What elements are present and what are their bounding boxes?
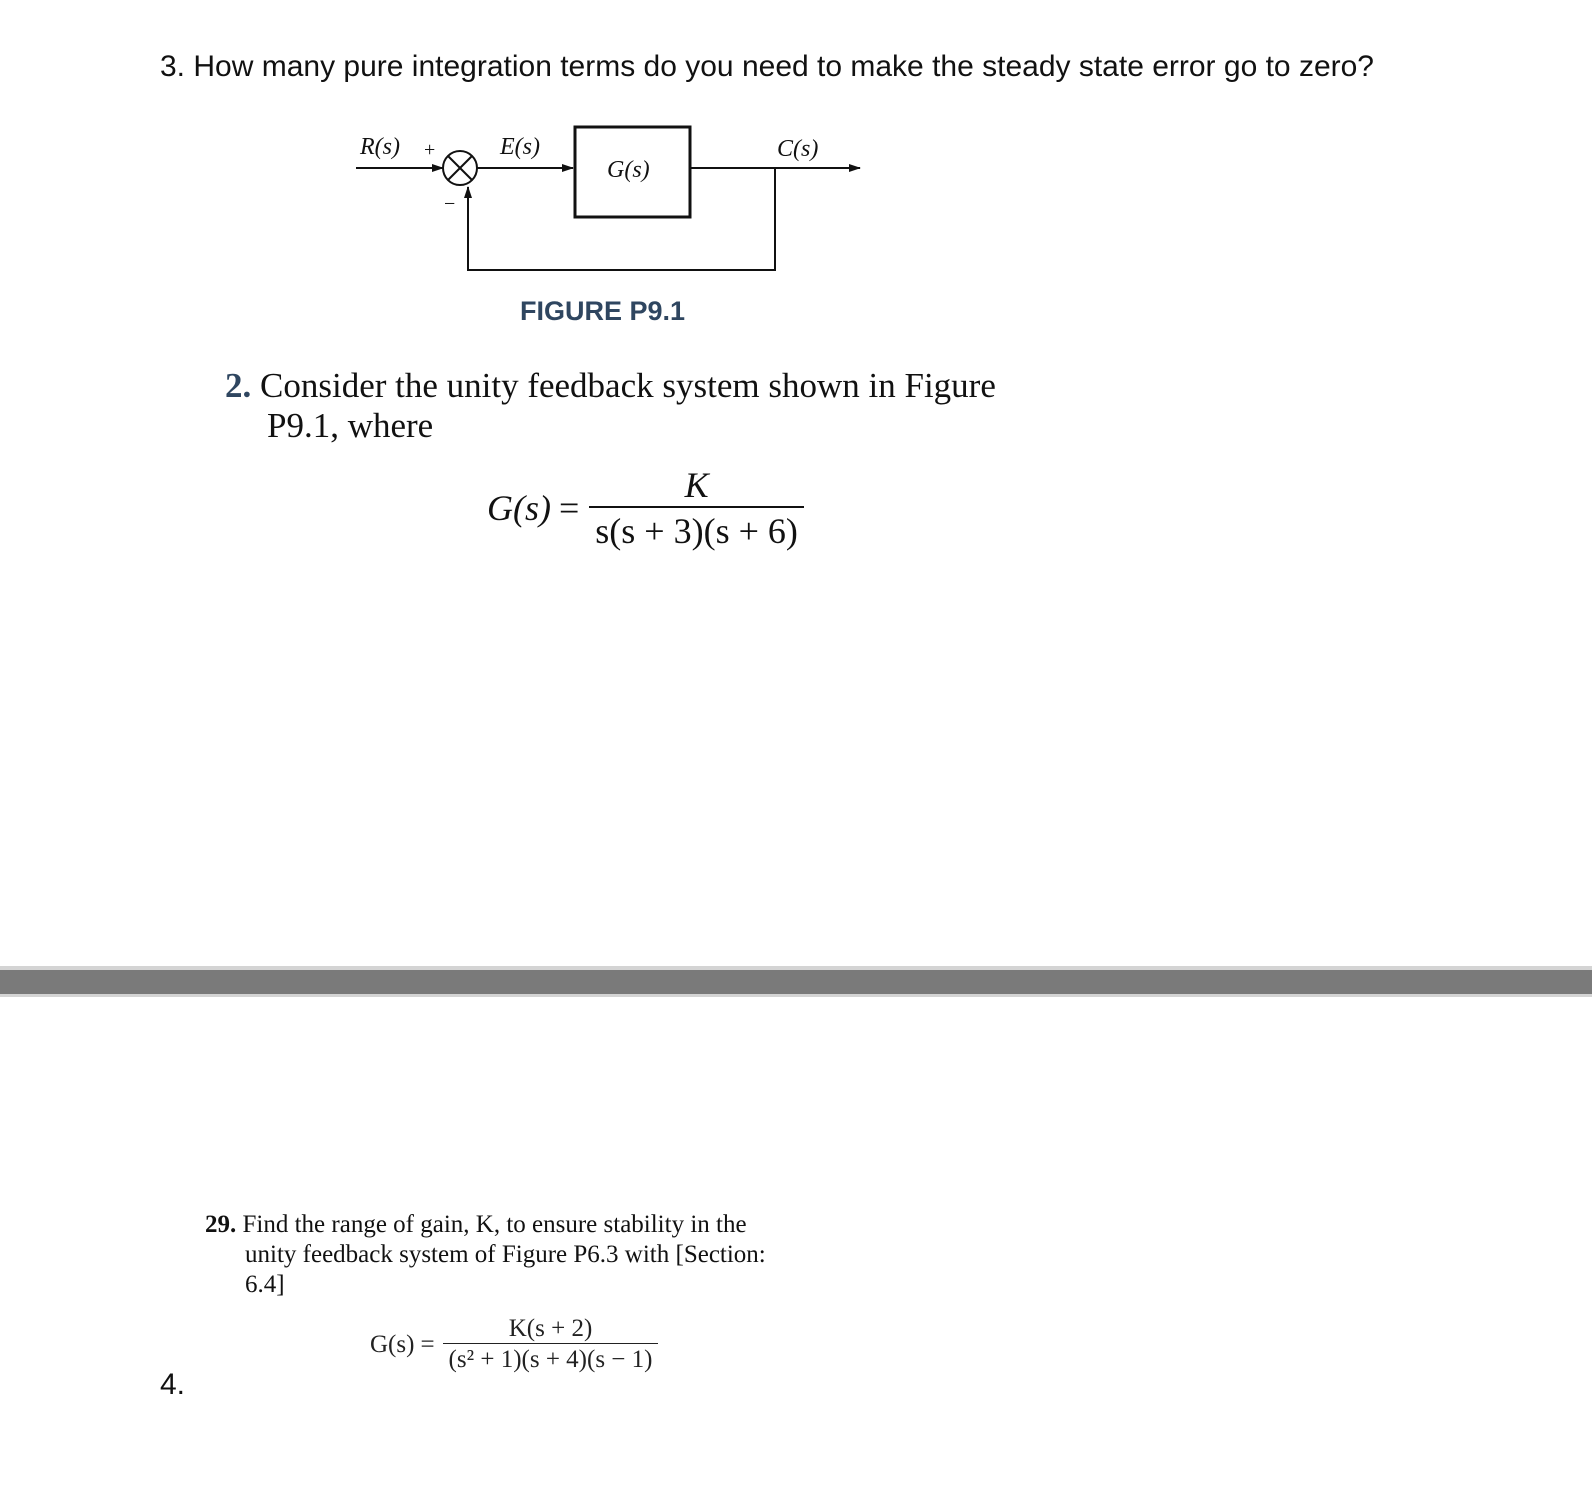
equation-2-equals: =	[420, 1330, 435, 1358]
problem-29-number: 29.	[205, 1211, 237, 1238]
problem-2-text	[225, 366, 996, 446]
problem-29-text	[205, 1210, 845, 1300]
equation-2	[370, 1315, 658, 1374]
divider-edge-bottom	[0, 994, 1592, 997]
equation-1-lhs: G(s)	[487, 488, 551, 528]
equation-2-numerator: K(s + 2)	[508, 1315, 593, 1342]
problem-2-line1	[225, 366, 996, 406]
summing-junction-icon	[443, 151, 477, 185]
minus-sign: −	[444, 193, 456, 215]
problem-29-line3: 6.4]	[245, 1271, 285, 1298]
output-label: C(s)	[777, 136, 819, 162]
equation-2-denominator: (s² + 1)(s + 4)(s − 1)	[443, 1343, 659, 1374]
problem-29-line1	[205, 1210, 845, 1240]
section-divider	[0, 970, 1592, 994]
equation-2-fraction	[443, 1315, 659, 1374]
problem-29-line2: unity feedback system of Figure P6.3 with [Section:	[245, 1241, 766, 1268]
equation-1-numerator: K	[684, 465, 709, 505]
equation-1-denominator: s(s + 3)(s + 6)	[589, 506, 804, 552]
question-3-text: 3. How many pure integration terms do you need to make the steady state error go to zero?	[160, 50, 1374, 83]
problem-2-line1-text: Consider the unity feedback system shown in Figure	[260, 366, 996, 405]
equation-1	[487, 464, 804, 552]
problem-29-line1-text: Find the range of gain, K, to ensure stability in the	[242, 1211, 747, 1238]
plus-sign: +	[424, 139, 436, 161]
equation-2-lhs: G(s)	[370, 1330, 415, 1358]
equation-1-equals: =	[558, 488, 580, 528]
error-label: E(s)	[500, 134, 540, 160]
input-label: R(s)	[360, 134, 400, 160]
problem-2-number: 2.	[225, 366, 252, 405]
block-diagram	[340, 110, 900, 290]
equation-1-fraction	[589, 464, 804, 552]
problem-2-line2: P9.1, where	[267, 406, 434, 445]
figure-caption: FIGURE P9.1	[520, 296, 686, 326]
question-4-number: 4.	[160, 1368, 186, 1401]
block-label: G(s)	[607, 157, 650, 183]
